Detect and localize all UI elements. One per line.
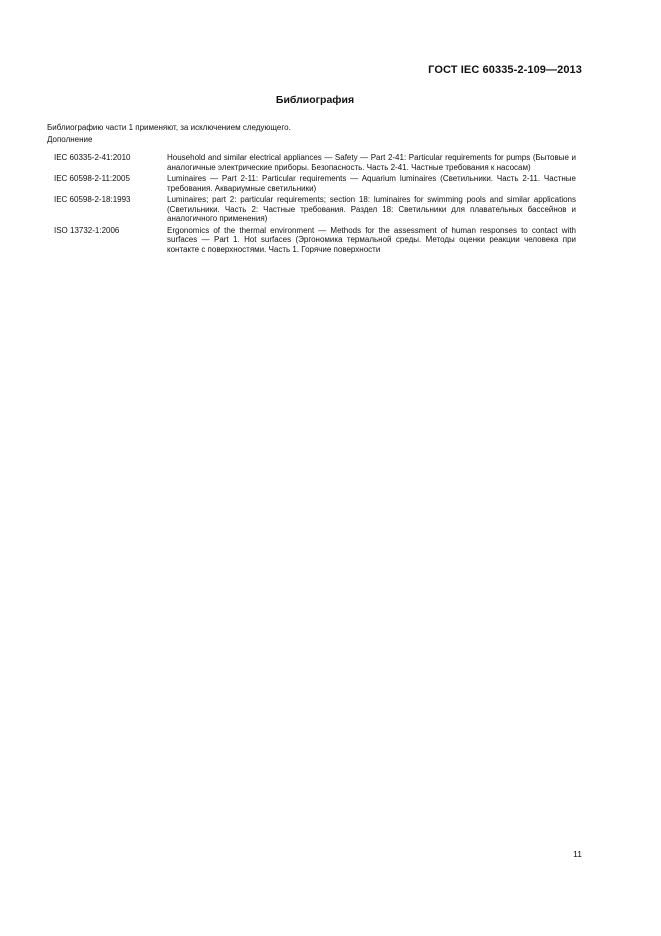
reference-title: Ergonomics of the thermal environment — Methods for the assessment of human responses to contact with surfaces — Part 1. Hot surfaces (Эргономика термальной среды. Методы оценки реакции человека при контакте с поверхностями. Часть 1. Горячие поверхности: [167, 225, 576, 254]
reference-list: [54, 153, 576, 256]
reference-entry: [54, 195, 576, 224]
reference-title: Luminaires — Part 2-11: Particular requirements — Aquarium luminaires (Светильники. Часть 2-11. Частные требования. Аквариумные светильники): [167, 174, 576, 193]
reference-entry: [54, 153, 576, 172]
reference-title: Luminaires; part 2: particular requirements; section 18: luminaires for swimming pools and similar applications (Светильники. Часть 2: Частные требования. Раздел 18: Светильники для плавательных бассейнов и аналогичного применения): [167, 195, 576, 223]
reference-entry: [54, 226, 576, 255]
bibliography-intro: Библиографию части 1 применяют, за исключением следующего.: [47, 123, 291, 132]
standard-designation: ГОСТ IEC 60335-2-109—2013: [428, 64, 582, 76]
reference-title: Household and similar electrical appliances — Safety — Part 2-41: Particular requirements for pumps (Бытовые и аналогичные электрические приборы. Безопасность. Часть 2-41. Частные требования к насосам): [167, 153, 576, 172]
reference-id: IEC 60598-2-11:2005: [54, 174, 130, 183]
reference-entry: [54, 174, 576, 193]
reference-id: IEC 60598-2-18:1993: [54, 195, 131, 204]
supplement-label: Дополнение: [47, 135, 93, 144]
reference-id: IEC 60335-2-41:2010: [54, 153, 131, 162]
page-number: 11: [573, 849, 582, 859]
bibliography-title: Библиография: [275, 94, 355, 106]
reference-id: ISO 13732-1:2006: [54, 225, 120, 235]
